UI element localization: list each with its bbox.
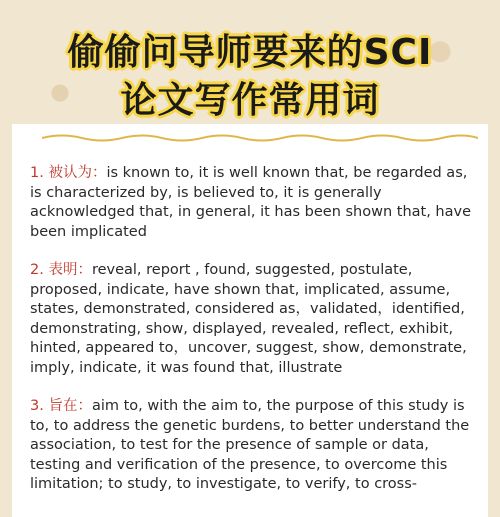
section-1 <box>30 164 480 242</box>
decorative-divider <box>42 132 478 142</box>
section-label: 3. 旨在： <box>30 398 92 414</box>
page-title-line-2: 论文写作常用词 <box>120 80 380 121</box>
content-card <box>12 124 488 517</box>
section-text: reveal, report , found, suggested, postulate, proposed, indicate, have shown that, implicated, assume, states, demonstrated, considered as，validated，identified, demonstrating, show, displayed, revealed, reflect, exhibit, hinted, appeared to，uncover, suggest, show, demonstrate, imply, indicate, it was found that, illustrate <box>30 262 467 376</box>
page-title-line-1: 偷偷问导师要来的SCI <box>67 32 433 73</box>
section-text: is known to, it is well known that, be regarded as, is characterized by, is believed to, it is generally acknowledged that, in general, it has been shown that, have been implicated <box>30 165 472 240</box>
vocabulary-list <box>30 164 480 514</box>
section-text: aim to, with the aim to, the purpose of this study is to, to address the genetic burdens, to better understand the association, to test for the presence of sample or data, testing and verification of the presence, to overcome this limitation; to study, to investigate, to verify, to cross- <box>30 398 470 492</box>
section-label: 1. 被认为： <box>30 165 107 181</box>
section-2 <box>30 261 480 378</box>
section-label: 2. 表明： <box>30 262 92 278</box>
header <box>0 0 500 125</box>
section-3 <box>30 397 480 495</box>
